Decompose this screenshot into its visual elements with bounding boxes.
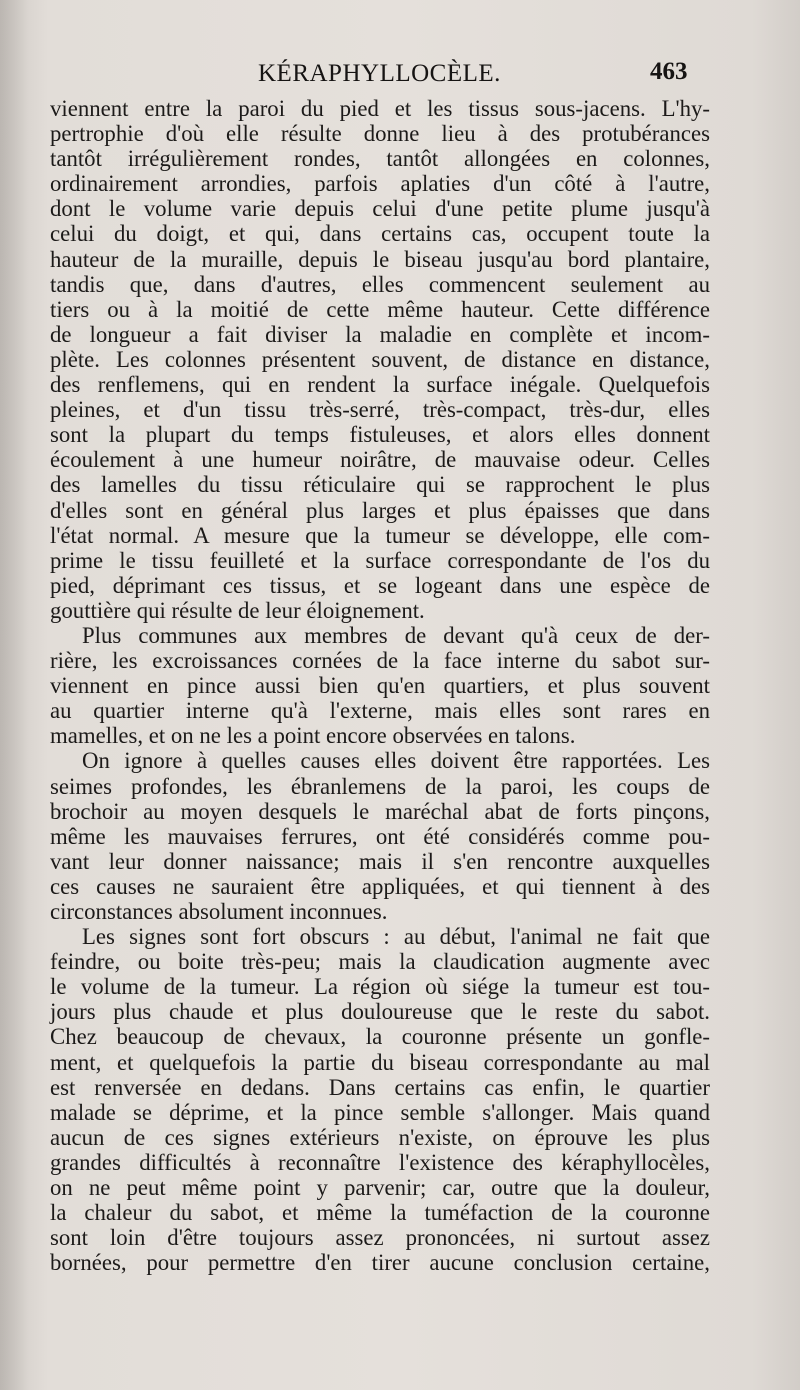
paragraph-start-line: Plus communes aux membres de devant qu'à ceux de der-	[82, 622, 710, 648]
text-line: malade se déprime, et la pince semble s'allonger. Mais quand	[50, 1099, 710, 1125]
paragraph-end-line: mamelles, et on ne les a point encore observées en talons.	[50, 723, 576, 749]
text-line: viennent en pince aussi bien qu'en quartiers, et plus souvent	[50, 673, 710, 699]
text-line: tantôt irrégulièrement rondes, tantôt allongées en colonnes,	[50, 146, 710, 172]
page-gutter-shadow	[0, 0, 28, 1390]
text-line: on ne peut même point y parvenir; car, outre que la douleur,	[50, 1175, 710, 1201]
page-number: 463	[650, 58, 688, 85]
text-line: celui du doigt, et qui, dans certains cas, occupent toute la	[50, 221, 710, 247]
text-line: Chez beaucoup de chevaux, la couronne présente un gonfle-	[50, 1024, 710, 1050]
text-line: l'état normal. A mesure que la tumeur se développe, elle com-	[50, 522, 710, 548]
text-line: pleines, et d'un tissu très-serré, très-compact, très-dur, elles	[50, 397, 710, 423]
text-line: sont la plupart du temps fistuleuses, et alors elles donnent	[50, 422, 710, 448]
text-line: grandes difficultés à reconnaître l'existence des kéraphyllocèles,	[50, 1149, 710, 1175]
paragraph-start-line: Les signes sont fort obscurs : au début, l'animal ne fait que	[82, 924, 710, 950]
text-line: la chaleur du sabot, et même la tuméfaction de la couronne	[50, 1200, 710, 1226]
text-line: d'elles sont en général plus larges et plus épaisses que dans	[50, 497, 710, 523]
text-line: le volume de la tumeur. La région où siége la tumeur est tou-	[50, 974, 710, 1000]
text-line: rière, les excroissances cornées de la face interne du sabot sur-	[50, 648, 710, 674]
text-line: est renversée en dedans. Dans certains cas enfin, le quartier	[50, 1074, 710, 1100]
text-line: écoulement à une humeur noirâtre, de mauvaise odeur. Celles	[50, 447, 710, 473]
text-line: brochoir au moyen desquels le maréchal abat de forts pinçons,	[50, 798, 710, 824]
body-text	[50, 96, 710, 1275]
paragraph-end-line: gouttière qui résulte de leur éloignement.	[50, 597, 425, 623]
text-line: aucun de ces signes extérieurs n'existe, on éprouve les plus	[50, 1124, 710, 1150]
text-line: plète. Les colonnes présentent souvent, de distance en distance,	[50, 346, 710, 372]
text-line: ces causes ne sauraient être appliquées, et qui tiennent à des	[50, 873, 710, 899]
text-line: des lamelles du tissu réticulaire qui se rapprochent le plus	[50, 472, 710, 498]
paragraph-start-line: On ignore à quelles causes elles doivent être rapportées. Les	[82, 748, 710, 774]
text-line: jours plus chaude et plus douloureuse que le reste du sabot.	[50, 999, 710, 1025]
paragraph-end-line: circonstances absolument inconnues.	[50, 899, 388, 924]
text-line: dont le volume varie depuis celui d'une petite plume jusqu'à	[50, 196, 710, 222]
text-line: prime le tissu feuilleté et la surface correspondante de l'os du	[50, 547, 710, 573]
text-line: tandis que, dans d'autres, elles commencent seulement au	[50, 271, 710, 297]
text-line: bornées, pour permettre d'en tirer aucune conclusion certaine,	[50, 1250, 710, 1276]
text-line: seimes profondes, les ébranlemens de la paroi, les coups de	[50, 773, 710, 799]
text-line: ordinairement arrondies, parfois aplaties d'un côté à l'autre,	[50, 171, 710, 197]
text-line: vant leur donner naissance; mais il s'en rencontre auxquelles	[50, 848, 710, 874]
text-line: de longueur a fait diviser la maladie en complète et incom-	[50, 321, 710, 347]
running-title: KÉRAPHYLLOCÈLE.	[258, 60, 501, 87]
text-line: hauteur de la muraille, depuis le biseau jusqu'au bord plantaire,	[50, 246, 710, 272]
text-line: feindre, ou boite très-peu; mais la claudication augmente avec	[50, 949, 710, 975]
text-line: tiers ou à la moitié de cette même hauteur. Cette différence	[50, 296, 710, 322]
page-header	[0, 56, 800, 92]
text-line: au quartier interne qu'à l'externe, mais elles sont rares en	[50, 698, 710, 724]
text-line: sont loin d'être toujours assez prononcées, ni surtout assez	[50, 1225, 710, 1251]
text-line: pied, déprimant ces tissus, et se logeant dans une espèce de	[50, 572, 710, 598]
text-line: pertrophie d'où elle résulte donne lieu à des protubérances	[50, 121, 710, 147]
text-line: des renflemens, qui en rendent la surface inégale. Quelquefois	[50, 372, 710, 398]
text-line: viennent entre la paroi du pied et les tissus sous-jacens. L'hy-	[50, 96, 710, 121]
text-line: même les mauvaises ferrures, ont été considérés comme pou-	[50, 823, 710, 849]
text-line: ment, et quelquefois la partie du biseau correspondante au mal	[50, 1049, 710, 1075]
